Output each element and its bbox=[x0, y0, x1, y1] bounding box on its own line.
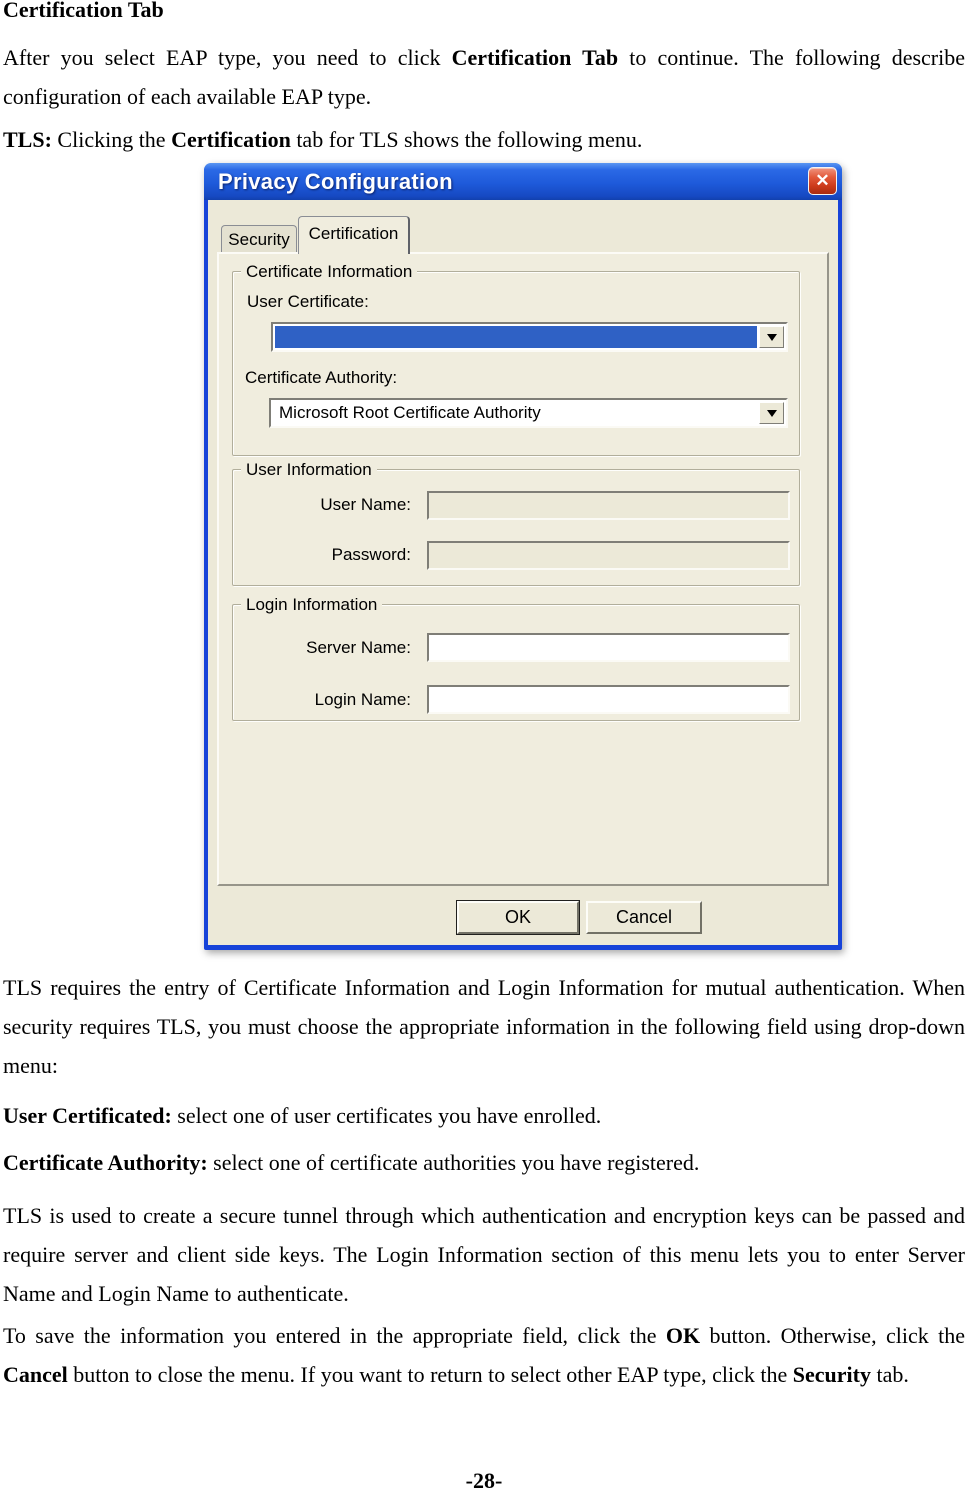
cancel-button-label: Cancel bbox=[615, 907, 673, 927]
certificate-authority-label: Certificate Authority: bbox=[245, 368, 398, 387]
login-information-group bbox=[232, 595, 800, 721]
login-name-field[interactable] bbox=[427, 685, 790, 714]
certification-tab-page bbox=[217, 252, 829, 886]
ok-button-label: OK bbox=[504, 907, 531, 927]
certificate-authority-combobox[interactable] bbox=[269, 398, 788, 428]
dialog-title: Privacy Configuration bbox=[218, 169, 453, 194]
user-certificate-label: User Certificate: bbox=[247, 292, 369, 311]
page-number: -28- bbox=[465, 1468, 503, 1493]
user-information-group bbox=[232, 460, 800, 586]
paragraph-intro: After you select EAP type, you need to click Certification Tab to continue. The following describe configuration of each available EAP type. bbox=[3, 45, 965, 109]
certificate-information-group bbox=[232, 262, 800, 456]
certificate-authority-dropdown-button[interactable] bbox=[759, 402, 784, 424]
server-name-label: Server Name: bbox=[306, 638, 411, 657]
paragraph-tls-requires: TLS requires the entry of Certificate Information and Login Information for mutual authentication. When security requires TLS, you must choose the appropriate information in the following field using drop-down menu: bbox=[3, 975, 965, 1078]
paragraph-certificate-authority: Certificate Authority: select one of certificate authorities you have registered. bbox=[3, 1150, 700, 1175]
user-certificate-dropdown-button[interactable] bbox=[759, 326, 784, 348]
tab-security[interactable] bbox=[221, 225, 297, 254]
certificate-authority-value: Microsoft Root Certificate Authority bbox=[279, 403, 541, 422]
paragraph-save-instructions: To save the information you entered in the appropriate field, click the OK button. Otherwise, click the Cancel button to close the menu. If you want to return to select other EAP type, click the Security tab. bbox=[3, 1323, 965, 1387]
privacy-configuration-dialog bbox=[204, 163, 842, 950]
chevron-down-icon bbox=[767, 410, 777, 417]
user-certificate-selection bbox=[275, 326, 757, 348]
ok-button[interactable] bbox=[457, 901, 579, 934]
user-certificate-combobox[interactable] bbox=[271, 322, 788, 352]
user-name-label: User Name: bbox=[320, 495, 411, 514]
dialog-titlebar[interactable] bbox=[204, 163, 842, 200]
close-icon: ✕ bbox=[815, 171, 830, 190]
user-name-field bbox=[427, 491, 790, 520]
server-name-field[interactable] bbox=[427, 633, 790, 662]
chevron-down-icon bbox=[767, 334, 777, 341]
login-information-group-title: Login Information bbox=[241, 595, 382, 614]
dialog-body bbox=[208, 200, 838, 945]
paragraph-tls-tunnel: TLS is used to create a secure tunnel through which authentication and encryption keys can be passed and require server and client side keys. The Login Information section of this menu lets you to enter Server Name and Login Name to authenticate. bbox=[3, 1203, 965, 1306]
tab-security-label: Security bbox=[228, 230, 290, 249]
certificate-information-group-title: Certificate Information bbox=[241, 262, 417, 281]
close-button[interactable] bbox=[808, 167, 837, 195]
tab-certification-label: Certification bbox=[308, 224, 399, 243]
section-heading: Certification Tab bbox=[3, 0, 164, 22]
tab-certification[interactable] bbox=[298, 216, 410, 254]
paragraph-user-certificated: User Certificated: select one of user certificates you have enrolled. bbox=[3, 1103, 602, 1128]
paragraph-tls-note: TLS: Clicking the Certification tab for TLS shows the following menu. bbox=[3, 127, 643, 152]
login-name-label: Login Name: bbox=[314, 690, 411, 709]
password-label: Password: bbox=[331, 545, 411, 564]
cancel-button[interactable] bbox=[586, 901, 702, 934]
user-information-group-title: User Information bbox=[241, 460, 377, 479]
password-field bbox=[427, 541, 790, 570]
